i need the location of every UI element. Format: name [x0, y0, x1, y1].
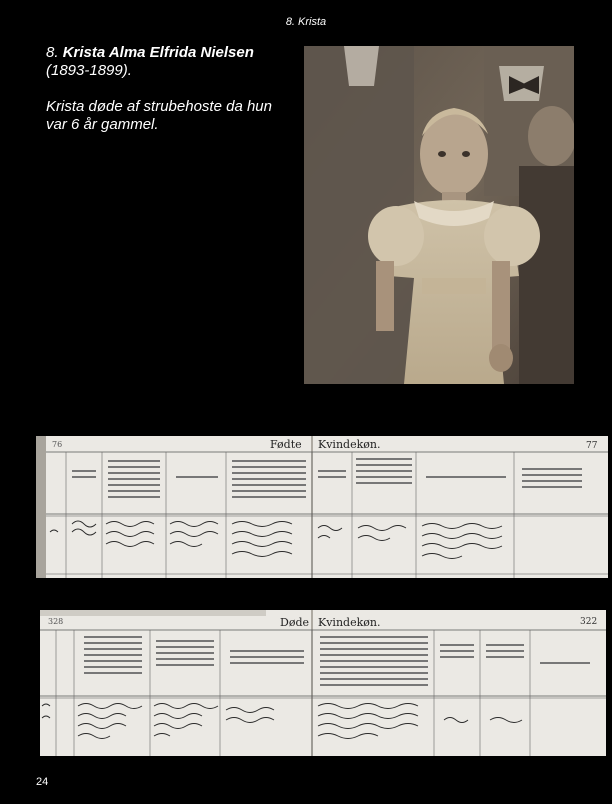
bio-text [46, 44, 286, 134]
death-register-title-right: Kvindekøn. [318, 616, 381, 629]
death-register-page-left: 328 [48, 617, 64, 626]
birth-register-title-right: Kvindekøn. [318, 438, 381, 451]
death-register-page-right: 322 [580, 617, 598, 627]
person-name: Krista Alma Elfrida Nielsen [62, 44, 254, 61]
page-number: 24 [36, 776, 49, 788]
birth-register-title-left: Fødte [270, 438, 302, 451]
death-register-scan [40, 610, 606, 756]
person-number: 8. [46, 44, 59, 61]
portrait-photo-svg [304, 46, 574, 384]
bio-title-line [46, 44, 286, 62]
birth-register-scan [36, 436, 608, 578]
person-years: (1893-1899). [46, 62, 132, 79]
birth-register-page-right: 77 [586, 441, 598, 451]
death-register-title-left: Døde [280, 616, 309, 629]
birth-register-svg [36, 436, 608, 578]
portrait-photo [304, 46, 574, 384]
chapter-header: 8. Krista [285, 16, 327, 28]
birth-register-page-left: 76 [52, 440, 63, 449]
person-description: Krista døde af strubehoste da hun var 6 år gammel. [46, 98, 272, 133]
death-register-svg [40, 610, 606, 756]
